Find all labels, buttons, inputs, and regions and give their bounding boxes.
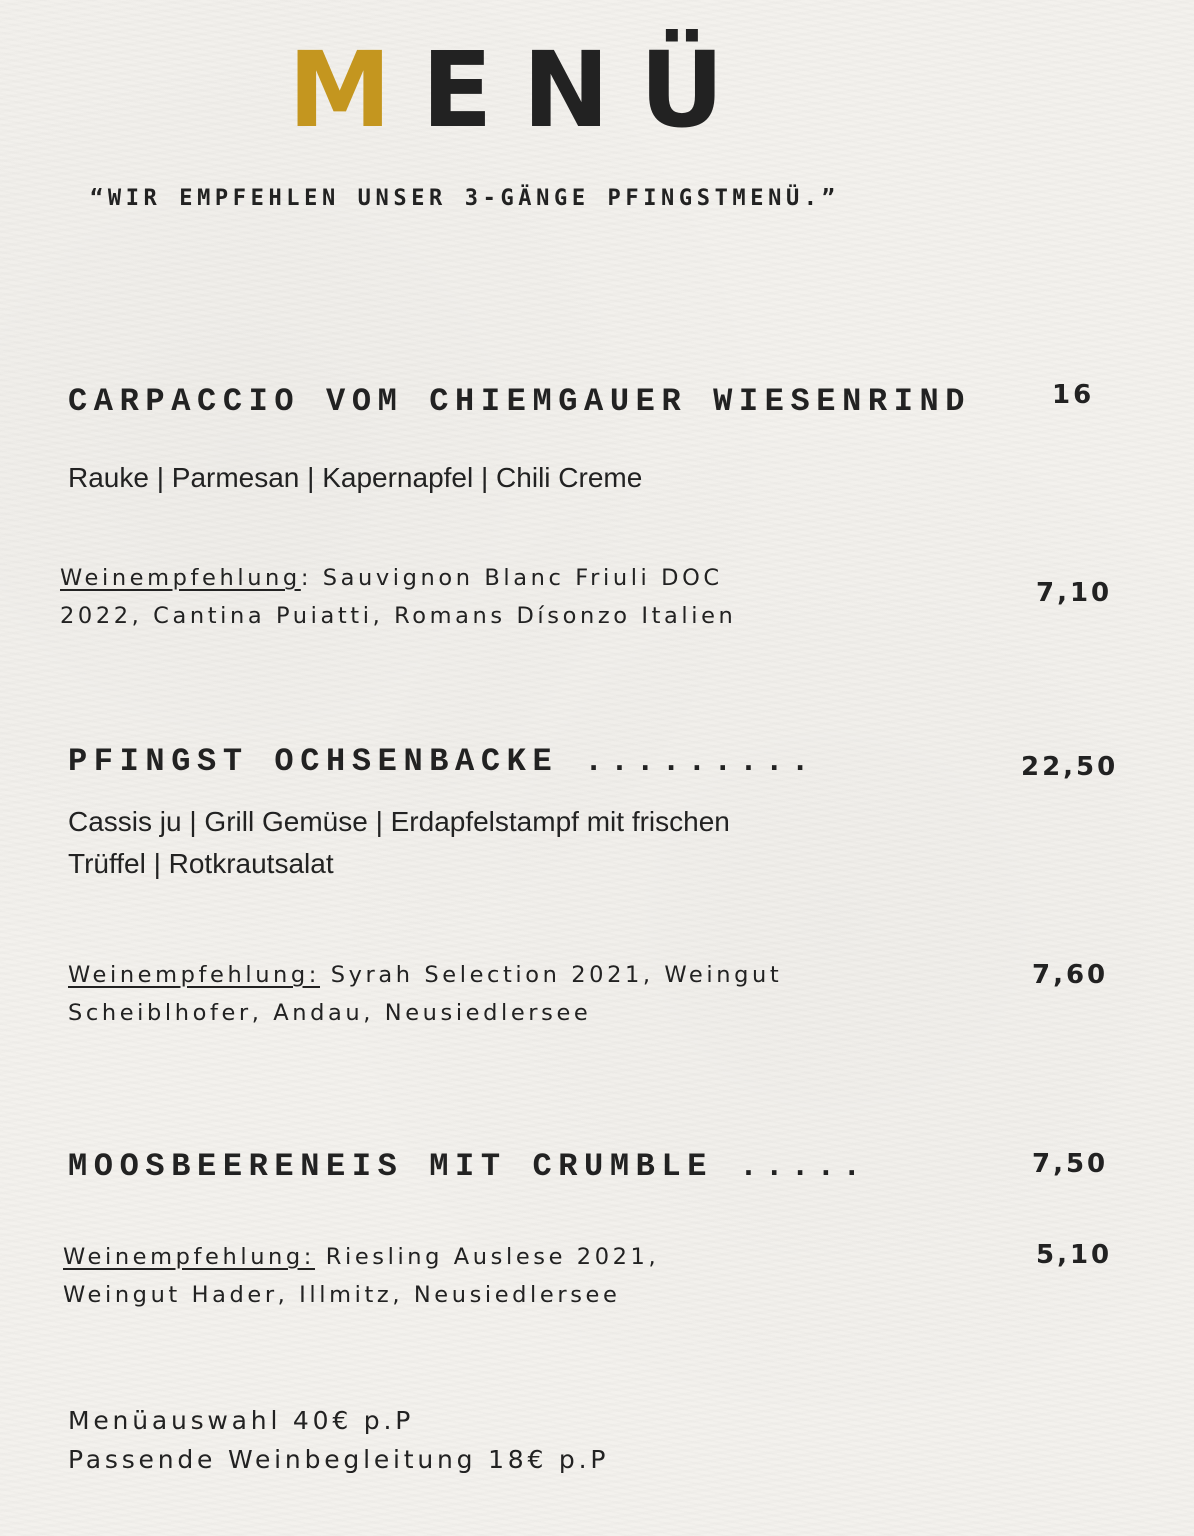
course-3-wine-price: 5,10: [1036, 1240, 1113, 1270]
course-1-wine-text-1: Sauvignon Blanc Friuli DOC: [312, 565, 723, 591]
course-2-description-line-1: Cassis ju | Grill Gemüse | Erdapfelstampf mit frischen: [68, 806, 730, 837]
course-2-wine-line-1: [68, 956, 782, 994]
course-2-description: [68, 801, 730, 885]
course-1-name: CARPACCIO VOM CHIEMGAUER WIESENRIND: [68, 383, 972, 420]
course-2-name: PFINGST OCHSENBACKE .........: [68, 743, 817, 780]
course-3-wine-text-1: Riesling Auslese 2021,: [315, 1244, 660, 1270]
course-3-price: 7,50: [1032, 1149, 1109, 1179]
course-2-description-line-2: Trüffel | Rotkrautsalat: [68, 848, 334, 879]
wine-pairing-price-line: Passende Weinbegleitung 18€ p.P: [68, 1445, 610, 1474]
course-1-wine-text-2: 2022, Cantina Puiatti, Romans Dísonzo Italien: [60, 603, 737, 629]
course-3-name: MOOSBEERENEIS MIT CRUMBLE .....: [68, 1148, 868, 1185]
course-2-wine-price: 7,60: [1032, 960, 1109, 990]
course-1-wine-price: 7,10: [1036, 578, 1113, 608]
menu-title: [288, 30, 754, 150]
course-2-price: 22,50: [1021, 752, 1119, 782]
course-1-description: [68, 457, 642, 499]
course-1-price: 16: [1052, 380, 1095, 410]
course-2-wine-recommendation: [68, 956, 782, 1032]
menu-price-line: Menüauswahl 40€ p.P: [68, 1406, 415, 1435]
course-3-wine-text-2: Weingut Hader, Illmitz, Neusiedlersee: [63, 1282, 621, 1308]
course-2-wine-text-1: Syrah Selection 2021, Weingut: [320, 962, 783, 988]
course-1-wine-recommendation: [60, 559, 736, 635]
menu-footer: [68, 1401, 609, 1479]
course-1-description-line: Rauke | Parmesan | Kapernapfel | Chili Creme: [68, 462, 643, 493]
course-3-wine-line-1: [63, 1238, 659, 1276]
course-1-wine-label: Weinempfehlung: [60, 565, 301, 591]
course-1-wine-separator: :: [300, 565, 312, 591]
menu-title-rest: ENÜ: [421, 29, 755, 151]
course-2-wine-text-2: Scheiblhofer, Andau, Neusiedlersee: [68, 1000, 592, 1026]
menu-slogan: “WIR EMPFEHLEN UNSER 3-GÄNGE PFINGSTMENÜ.”: [90, 186, 840, 211]
course-3-wine-label: Weinempfehlung:: [63, 1244, 315, 1270]
course-2-wine-label: Weinempfehlung:: [68, 962, 320, 988]
course-1-wine-line-1: [60, 559, 736, 597]
menu-title-accent-letter: M: [288, 29, 422, 151]
course-3-wine-recommendation: [63, 1238, 659, 1314]
